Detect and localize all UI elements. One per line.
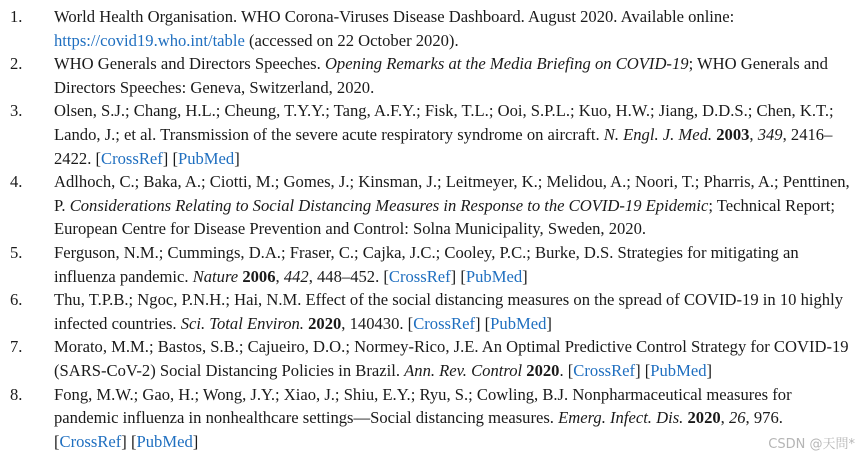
reference-text-segment: ] [ <box>450 266 466 286</box>
pubmed-link[interactable]: PubMed <box>490 313 547 333</box>
reference-text-segment: ; WHO Generals and Directors Speeches: Geneva, Switzerland, 2020. <box>54 54 828 97</box>
reference-text-segment: , 976. [ <box>54 408 783 451</box>
reference-item <box>0 99 865 170</box>
reference-text-segment: Olsen, S.J.; Chang, H.L.; Cheung, T.Y.Y.; Tang, A.F.Y.; Fisk, T.L.; Ooi, S.P.L.; Kuo, H.W.; Jiang, D.D.S.; Chen, K.T.; Lando, J.; et al. Transmission of the severe acute respiratory syndrome on aircraft. <box>54 101 834 144</box>
year-bold: 2003 <box>716 124 750 144</box>
reference-item <box>0 241 865 288</box>
reference-text-segment: Morato, M.M.; Bastos, S.B.; Cajueiro, D.O.; Normey-Rico, J.E. An Optimal Predictive Control Strategy for COVID-19 (SARS-CoV-2) Social Distancing Policies in Brazil. <box>54 337 849 380</box>
reference-text-segment: , 448–452. [ <box>308 266 389 286</box>
reference-text-segment: ] <box>546 313 552 333</box>
reference-number: 3. <box>10 101 23 121</box>
reference-number: 5. <box>10 242 23 262</box>
reference-number: 8. <box>10 384 23 404</box>
reference-number: 2. <box>10 54 23 74</box>
year-bold: 2020 <box>526 360 560 380</box>
reference-text-segment: ] <box>522 266 528 286</box>
reference-text-segment: Fong, M.W.; Gao, H.; Wong, J.Y.; Xiao, J.; Shiu, E.Y.; Ryu, S.; Cowling, B.J. Nonpharmaceutical measures for pandemic influenza in nonhealthcare settings—Social distancing measures. <box>54 384 792 428</box>
reference-number: 1. <box>10 7 23 26</box>
reference-text <box>54 7 734 50</box>
crossref-link[interactable]: CrossRef <box>388 266 451 286</box>
crossref-link[interactable]: CrossRef <box>573 360 636 380</box>
reference-text-segment: ] [ <box>162 148 178 168</box>
reference-text-segment: , <box>720 408 729 428</box>
reference-text-segment: , <box>749 124 758 144</box>
reference-text-segment: , 2416–2422. [ <box>54 124 833 168</box>
reference-text <box>54 54 828 97</box>
crossref-link[interactable]: CrossRef <box>413 313 475 333</box>
reference-text-segment: WHO Generals and Directors Speeches. <box>54 54 325 74</box>
reference-text-segment: ] <box>706 360 713 380</box>
pubmed-link[interactable]: PubMed <box>650 360 707 380</box>
italic-text: Sci. Total Environ. <box>180 313 304 333</box>
reference-text <box>54 243 799 286</box>
reference-text-segment: , <box>275 266 284 286</box>
reference-text-segment: Ferguson, N.M.; Cummings, D.A.; Fraser, C.; Cajka, J.C.; Cooley, P.C.; Burke, D.S. Strategies for mitigating an influenza pandemic. <box>54 242 799 286</box>
reference-number: 4. <box>10 172 23 192</box>
reference-item <box>0 288 865 335</box>
italic-text: 442 <box>283 266 309 286</box>
reference-item <box>0 383 865 454</box>
italic-text: Opening Remarks at the Media Briefing on COVID-19 <box>324 54 689 74</box>
pubmed-link[interactable]: PubMed <box>177 148 235 168</box>
reference-text <box>54 385 792 451</box>
reference-text <box>54 337 849 380</box>
reference-url-link[interactable]: https://covid19.who.int/table <box>54 30 245 50</box>
reference-text-segment: ] <box>192 431 199 451</box>
reference-number: 7. <box>10 337 23 357</box>
reference-text-segment: ] [ <box>121 431 137 451</box>
italic-text: Considerations Relating to Social Distancing Measures in Response to the COVID-19 Epidemic <box>69 195 709 215</box>
italic-text: 26 <box>728 408 746 428</box>
reference-number: 6. <box>10 290 23 310</box>
italic-text: N. Engl. J. Med. <box>603 124 713 144</box>
year-bold: 2006 <box>242 266 276 286</box>
reference-text-segment: World Health Organisation. WHO Corona-Viruses Disease Dashboard. August 2020. Available online: <box>54 7 735 26</box>
italic-text: 349 <box>757 124 783 144</box>
year-bold: 2020 <box>308 313 342 333</box>
reference-text-segment: ] <box>234 148 240 168</box>
italic-text: Ann. Rev. Control <box>404 360 523 380</box>
reference-item <box>0 170 865 241</box>
crossref-link[interactable]: CrossRef <box>59 431 122 451</box>
pubmed-link[interactable]: PubMed <box>465 266 523 286</box>
italic-text: Nature <box>192 266 239 286</box>
csdn-watermark: CSDN @天問* <box>768 437 855 452</box>
reference-text-segment: Thu, T.P.B.; Ngoc, P.N.H.; Hai, N.M. Effect of the social distancing measures on the spread of COVID-19 in 10 highly infected countries. <box>54 290 844 333</box>
reference-text <box>54 172 850 238</box>
reference-text-segment: . [ <box>559 360 574 380</box>
reference-text-segment: (accessed on 22 October 2020). <box>244 30 459 50</box>
pubmed-link[interactable]: PubMed <box>136 431 193 451</box>
reference-text-segment: ; Technical Report; European Centre for Disease Prevention and Control: Solna Municipality, Sweden, 2020. <box>54 195 835 239</box>
crossref-link[interactable]: CrossRef <box>101 148 163 168</box>
reference-item <box>0 335 865 382</box>
year-bold: 2020 <box>687 408 721 428</box>
reference-text <box>54 290 843 333</box>
reference-item <box>0 52 865 99</box>
reference-text-segment: , 140430. [ <box>341 313 414 333</box>
reference-item <box>0 5 865 52</box>
italic-text: Emerg. Infect. Dis. <box>558 408 684 428</box>
reference-text-segment: ] [ <box>635 360 651 380</box>
reference-text <box>54 101 834 167</box>
reference-text-segment: ] [ <box>474 313 491 333</box>
reference-text-segment: Adlhoch, C.; Baka, A.; Ciotti, M.; Gomes, J.; Kinsman, J.; Leitmeyer, K.; Melidou, A.; Noori, T.; Pharris, A.; Penttinen, P. <box>54 172 850 215</box>
